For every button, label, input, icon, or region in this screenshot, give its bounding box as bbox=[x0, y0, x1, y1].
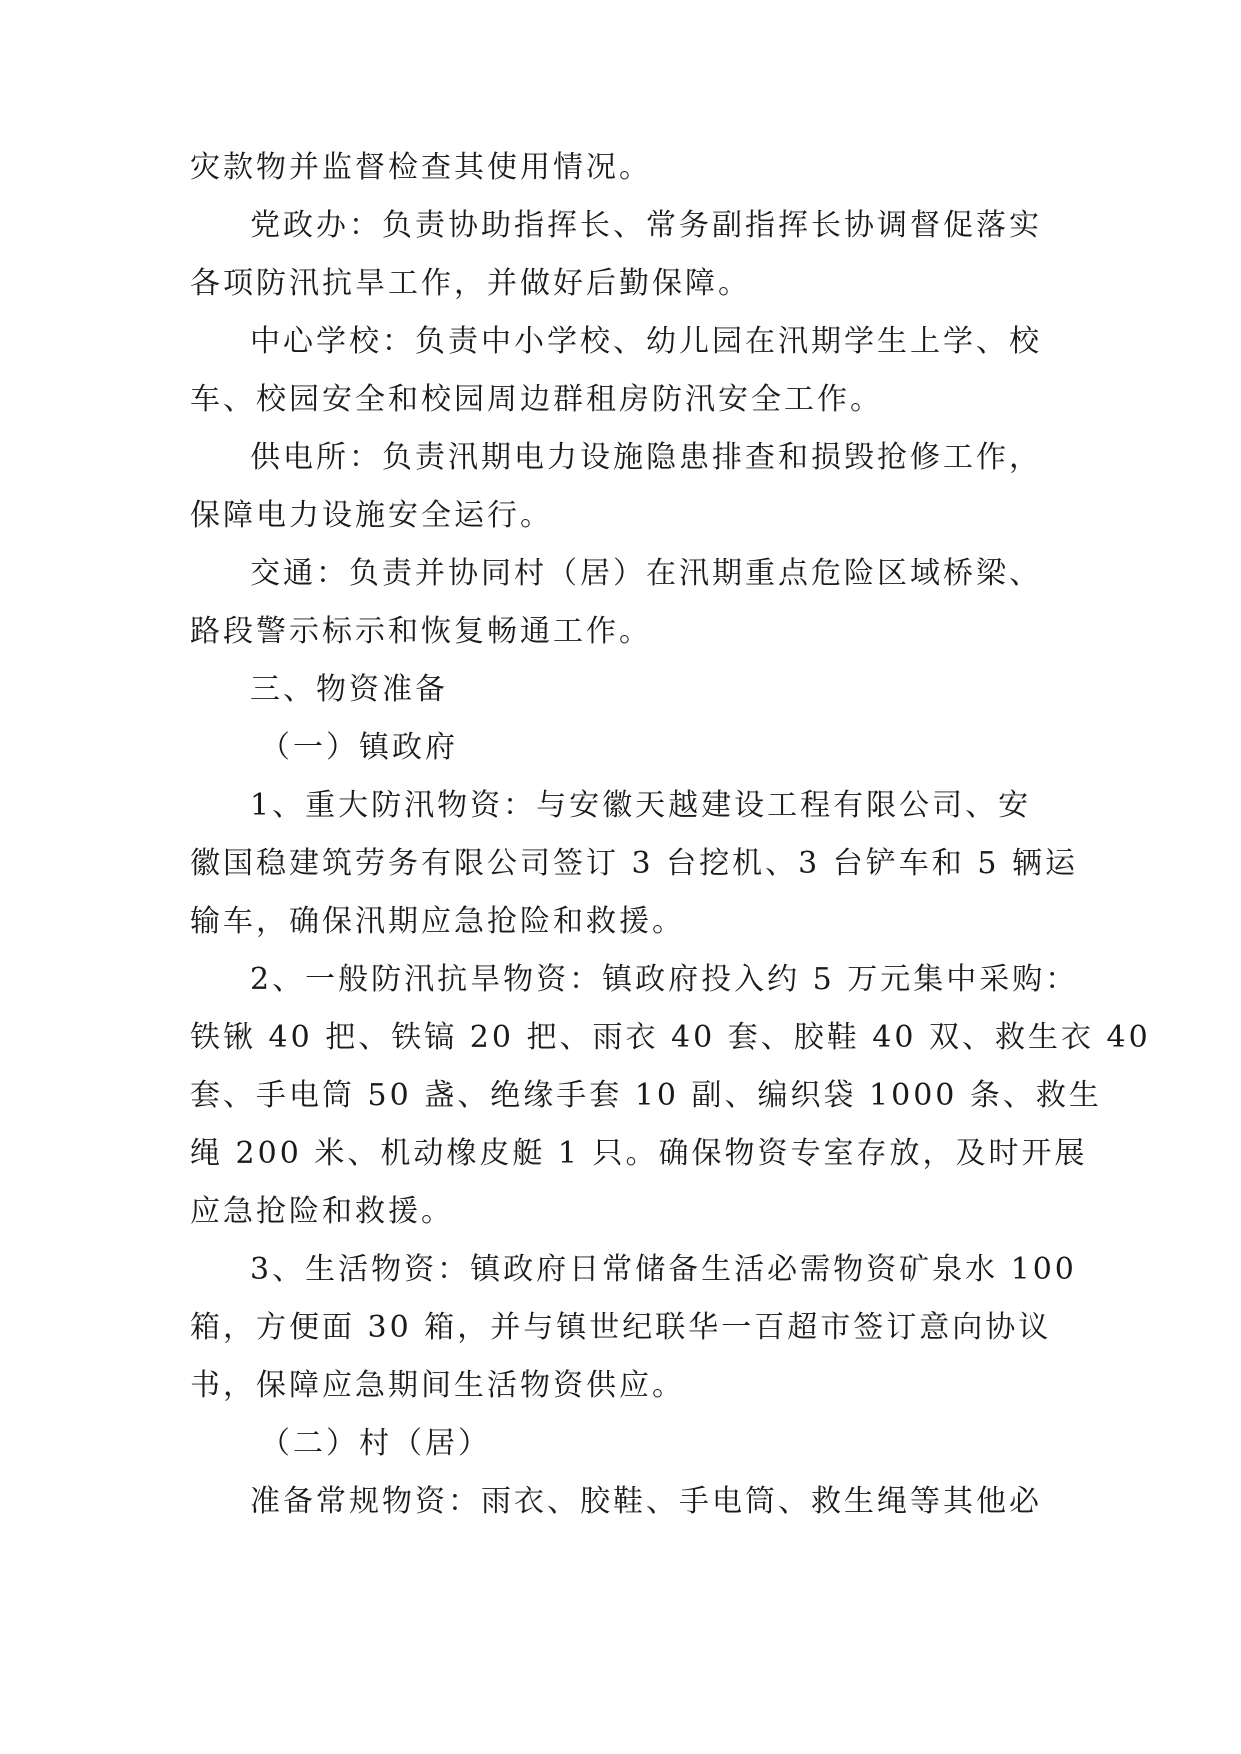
text-line: 书，保障应急期间生活物资供应。 bbox=[190, 1368, 685, 1403]
text-line: 套、手电筒 50 盏、绝缘手套 10 副、编织袋 1000 条、救生 bbox=[190, 1078, 1102, 1113]
text-line: 车、校园安全和校园周边群租房防汛安全工作。 bbox=[190, 382, 883, 417]
text-line: 箱，方便面 30 箱，并与镇世纪联华一百超市签订意向协议 bbox=[190, 1310, 1052, 1345]
text-line: 1、重大防汛物资：与安徽天越建设工程有限公司、安 bbox=[250, 788, 1032, 823]
text-line: 供电所：负责汛期电力设施隐患排查和损毁抢修工作， bbox=[250, 440, 1042, 475]
text-line: 路段警示标示和恢复畅通工作。 bbox=[190, 614, 652, 649]
text-line: 输车，确保汛期应急抢险和救援。 bbox=[190, 904, 685, 939]
text-line: 2、一般防汛抗旱物资：镇政府投入约 5 万元集中采购： bbox=[250, 962, 1079, 997]
text-line: 党政办：负责协助指挥长、常务副指挥长协调督促落实 bbox=[250, 208, 1042, 243]
text-line: 3、生活物资：镇政府日常储备生活必需物资矿泉水 100 bbox=[250, 1252, 1077, 1287]
subsection-heading: （一）镇政府 bbox=[260, 730, 458, 765]
section-heading: 三、物资准备 bbox=[250, 672, 448, 707]
text-line: 保障电力设施安全运行。 bbox=[190, 498, 553, 533]
text-line: 中心学校：负责中小学校、幼儿园在汛期学生上学、校 bbox=[250, 324, 1042, 359]
subsection-heading: （二）村（居） bbox=[260, 1426, 491, 1461]
text-line: 应急抢险和救援。 bbox=[190, 1194, 454, 1229]
text-line: 徽国稳建筑劳务有限公司签订 3 台挖机、3 台铲车和 5 辆运 bbox=[190, 846, 1078, 881]
text-line: 灾款物并监督检查其使用情况。 bbox=[190, 150, 652, 185]
text-line: 各项防汛抗旱工作，并做好后勤保障。 bbox=[190, 266, 751, 301]
text-line: 准备常规物资：雨衣、胶鞋、手电筒、救生绳等其他必 bbox=[250, 1484, 1042, 1519]
text-line: 交通：负责并协同村（居）在汛期重点危险区域桥梁、 bbox=[250, 556, 1042, 591]
text-line: 绳 200 米、机动橡皮艇 1 只。确保物资专室存放，及时开展 bbox=[190, 1136, 1088, 1171]
text-line: 铁锹 40 把、铁镐 20 把、雨衣 40 套、胶鞋 40 双、救生衣 40 bbox=[190, 1020, 1151, 1055]
